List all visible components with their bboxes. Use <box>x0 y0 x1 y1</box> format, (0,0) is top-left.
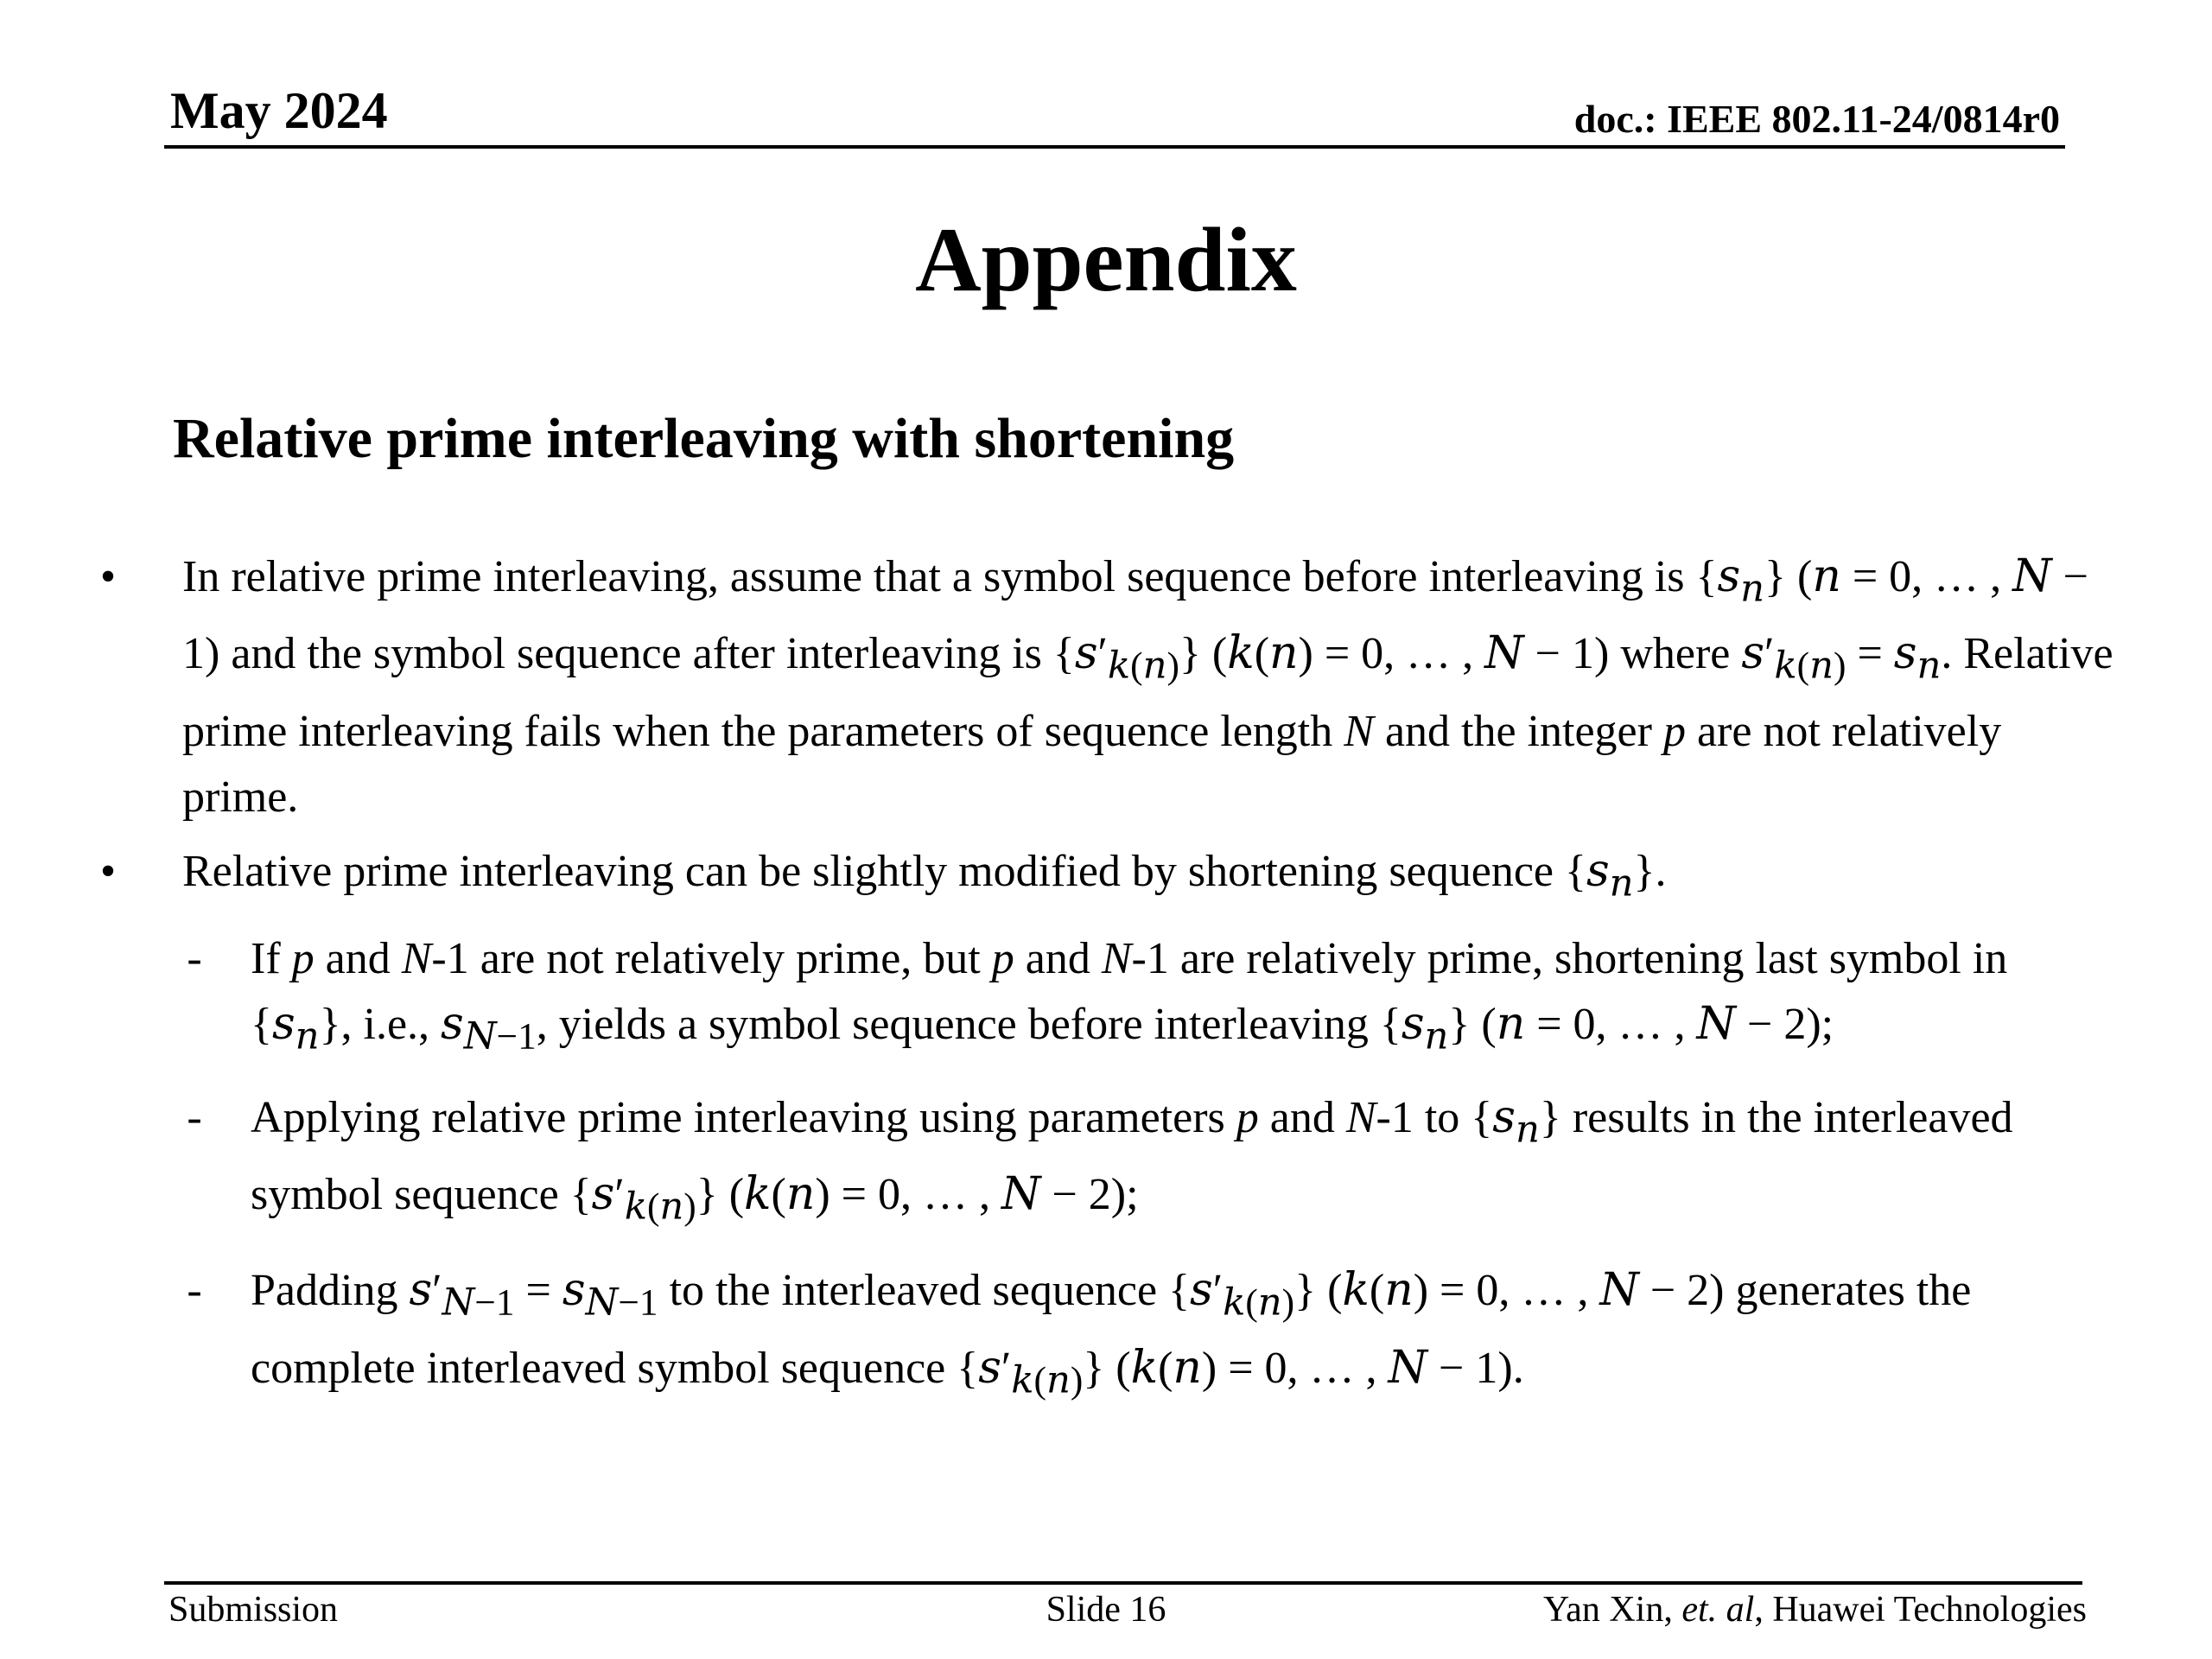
sub-bullet-text <box>251 1266 1972 1402</box>
text-segment: N <box>401 934 432 984</box>
math-subscript: 𝑛 <box>1740 568 1765 610</box>
header-date: May 2024 <box>170 82 388 139</box>
math-subscript: 𝑘(𝑛) <box>624 1185 696 1228</box>
text-segment: } (𝑘(𝑛) = 0, … , 𝑁 − 1) where 𝑠′ <box>1179 629 1775 679</box>
bullet-item <box>95 544 2117 830</box>
sub-bullet-marker: - <box>187 1266 202 1316</box>
math-subscript: 𝑁−1 <box>442 1281 515 1324</box>
footer-organization: , Huawei Technologies <box>1754 1590 2087 1630</box>
footer-author <box>1543 1592 2087 1628</box>
text-segment: -1 are not relatively prime, but <box>431 934 992 984</box>
text-segment: Relative prime interleaving can be slightly modified by shortening sequence {𝑠 <box>182 846 1610 896</box>
math-subscript: 𝑛 <box>1515 1108 1540 1150</box>
text-segment: p <box>291 934 315 984</box>
footer-et-al: et. al <box>1681 1590 1755 1630</box>
math-subscript: 𝑛 <box>295 1015 320 1058</box>
text-segment: } (𝑛 = 0, … , 𝑁 − 1) and the symbol sequence after interleaving is {𝑠′ <box>182 552 2088 679</box>
math-subscript: 𝑘(𝑛) <box>1107 645 1179 687</box>
math-subscript: 𝑘(𝑛) <box>1774 645 1847 687</box>
text-segment: Applying relative prime interleaving using parameters <box>251 1092 1236 1142</box>
text-segment: = 𝑠 <box>514 1266 586 1316</box>
math-subscript: 𝑘(𝑛) <box>1011 1359 1084 1402</box>
math-subscript: 𝑘(𝑛) <box>1223 1281 1295 1324</box>
sub-bullet-marker: - <box>187 1092 202 1142</box>
sub-bullet-item <box>95 926 2117 1069</box>
text-segment: p <box>1662 706 1686 756</box>
sub-bullet-item <box>95 1258 2117 1413</box>
footer-submission: Submission <box>168 1590 339 1630</box>
footer-author-name: Yan Xin, <box>1543 1590 1682 1630</box>
text-segment: . Relative prime interleaving fails when the parameters of sequence length <box>182 629 2113 756</box>
header-doc-id: doc.: IEEE 802.11-24/0814r0 <box>1573 97 2060 141</box>
bullet-marker: • <box>99 552 117 601</box>
text-segment: , yields a symbol sequence before interleaving {𝑠 <box>536 1000 1425 1050</box>
math-subscript: 𝑛 <box>1916 645 1942 687</box>
header-rule <box>164 145 2065 149</box>
sub-bullet-text <box>251 934 2008 1058</box>
sub-bullet-text <box>251 1092 2013 1228</box>
math-subscript: 𝑁−1 <box>463 1015 537 1058</box>
text-segment: are not relatively prime. <box>182 706 2002 822</box>
text-segment: p <box>991 934 1014 984</box>
bullet-marker: • <box>99 846 117 896</box>
text-segment: and <box>1014 934 1102 984</box>
sub-bullet-marker: - <box>187 934 202 984</box>
slide-title: Appendix <box>915 209 1297 310</box>
text-segment: }. <box>1633 846 1667 896</box>
footer-slide-number: Slide 16 <box>1046 1590 1166 1630</box>
text-segment: If <box>251 934 292 984</box>
math-subscript: 𝑁−1 <box>585 1281 658 1324</box>
text-segment: In relative prime interleaving, assume that a symbol sequence before interleaving is {𝑠 <box>182 552 1741 601</box>
bullet-item <box>95 839 2117 916</box>
text-segment: -1 are relatively prime, shortening last symbol in {𝑠 <box>251 934 2008 1050</box>
slide-content <box>95 544 2117 1413</box>
text-segment: } (𝑘(𝑛) = 0, … , 𝑁 − 2); <box>696 1169 1139 1219</box>
text-segment: and <box>1258 1092 1346 1142</box>
text-segment: } (𝑘(𝑛) = 0, … , 𝑁 − 1). <box>1083 1343 1524 1393</box>
text-segment: } (𝑘(𝑛) = 0, … , 𝑁 − 2) generates the complete interleaved symbol sequence {𝑠′ <box>251 1266 1972 1393</box>
slide-subtitle: Relative prime interleaving with shortening <box>173 407 1235 470</box>
text-segment: }, i.e., 𝑠 <box>319 1000 464 1050</box>
text-segment: N <box>1344 706 1374 756</box>
text-segment: -1 to {𝑠 <box>1376 1092 1516 1142</box>
text-segment: = 𝑠 <box>1846 629 1917 679</box>
bullet-text <box>182 552 2113 822</box>
text-segment: N <box>1101 934 1132 984</box>
text-segment: } (𝑛 = 0, … , 𝑁 − 2); <box>1448 1000 1834 1050</box>
sub-bullet-item <box>95 1085 2117 1240</box>
text-segment: } results in the interleaved symbol sequence {𝑠′ <box>251 1092 2013 1219</box>
text-segment: N <box>1345 1092 1376 1142</box>
text-segment: to the interleaved sequence {𝑠′ <box>658 1266 1224 1316</box>
text-segment: p <box>1236 1092 1259 1142</box>
math-subscript: 𝑛 <box>1609 862 1634 905</box>
text-segment: Padding 𝑠′ <box>251 1266 442 1316</box>
text-segment: and the integer <box>1373 706 1663 756</box>
footer-rule <box>164 1581 2082 1585</box>
math-subscript: 𝑛 <box>1424 1015 1449 1058</box>
bullet-text <box>182 846 1667 905</box>
text-segment: and <box>314 934 402 984</box>
